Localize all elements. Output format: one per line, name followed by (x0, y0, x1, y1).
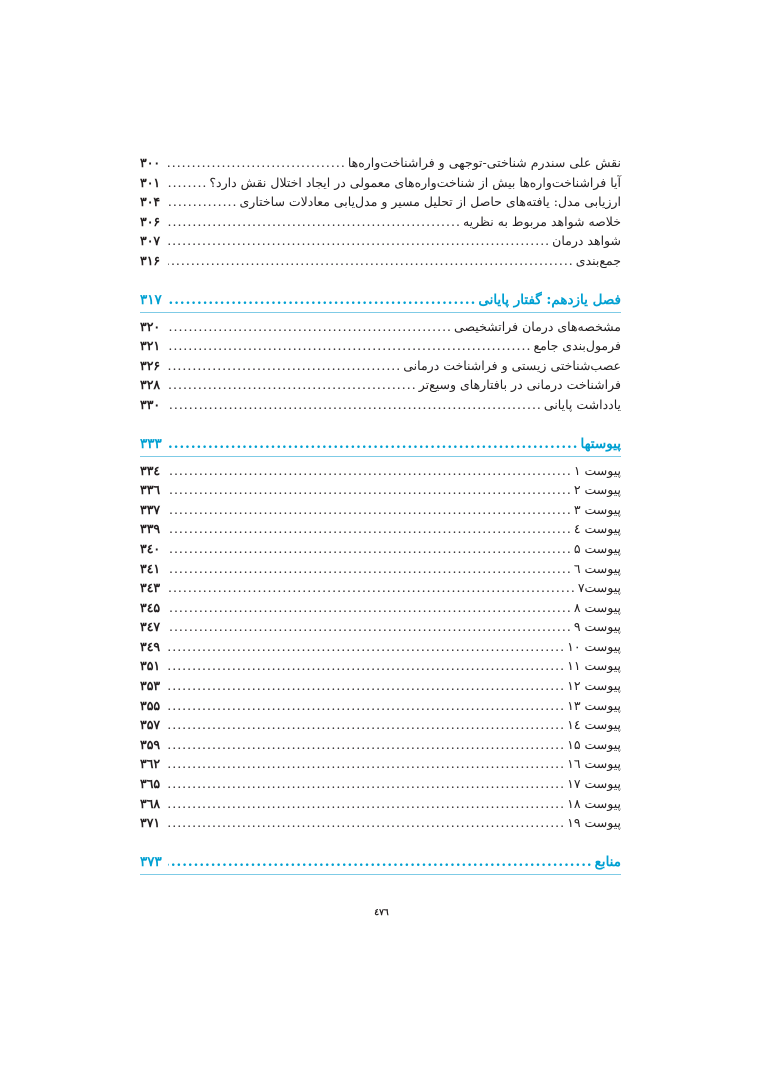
chapter-page-number: ۳۷۳ (140, 853, 162, 870)
toc-entry-title: پیوست ۵ (573, 540, 621, 556)
toc-entry[interactable] (140, 461, 621, 481)
toc-entry-page-number: ۳۰۱ (140, 174, 161, 190)
toc-entry-title: عصب‌شناختی زیستی و فراشناخت درمانی (403, 357, 621, 373)
toc-appendices-heading[interactable] (140, 432, 621, 456)
section-gap (140, 833, 621, 850)
dot-leader (168, 774, 565, 794)
dot-leader (168, 288, 476, 312)
dot-leader (168, 637, 565, 657)
chapter-page-number: ۳۱۷ (140, 291, 162, 308)
toc-section-chapter-10-tail (140, 153, 621, 271)
chapter-divider (140, 312, 621, 313)
toc-entry[interactable] (140, 231, 621, 251)
chapter-title: فصل یازدهم: گفتار پایانی (478, 291, 621, 308)
dot-leader (168, 617, 572, 637)
toc-entry-page-number: ۳٤۳ (140, 580, 161, 596)
toc-entry-title: پیوست ۱٦ (567, 756, 621, 772)
toc-entry-page-number: ۳۵۷ (140, 717, 161, 733)
toc-entry-page-number: ۳۳۷ (140, 501, 161, 517)
section-gap (140, 271, 621, 288)
toc-entry[interactable] (140, 336, 621, 356)
dot-leader (168, 715, 565, 735)
toc-entry-title: پیوست ۱۵ (567, 736, 621, 752)
toc-entry-page-number: ۳۷۱ (140, 815, 161, 831)
toc-entry[interactable] (140, 375, 621, 395)
toc-entry-page-number: ۳٦۲ (140, 756, 161, 772)
toc-entry-page-number: ۳۵۱ (140, 658, 161, 674)
toc-entry-title: پیوست۷ (577, 580, 621, 596)
toc-entry-page-number: ۳٤۵ (140, 599, 161, 615)
toc-entry[interactable] (140, 251, 621, 271)
toc-entry[interactable] (140, 356, 621, 376)
toc-entry[interactable] (140, 578, 621, 598)
toc-entry-page-number: ۳۲۰ (140, 318, 161, 334)
toc-entry[interactable] (140, 735, 621, 755)
chapter-title: منابع (594, 853, 621, 870)
toc-section-chapter-11 (140, 317, 621, 415)
toc-entry[interactable] (140, 598, 621, 618)
dot-leader (168, 356, 401, 376)
toc-entry[interactable] (140, 794, 621, 814)
toc-entry-page-number: ۳۳۰ (140, 396, 161, 412)
chapter-page-number: ۳۳۳ (140, 435, 162, 452)
toc-entry[interactable] (140, 519, 621, 539)
toc-entry[interactable] (140, 715, 621, 735)
dot-leader (168, 192, 238, 212)
toc-entry-page-number: ۳۲۸ (140, 377, 161, 393)
chapter-title: پیوستها (580, 435, 621, 452)
dot-leader (168, 231, 550, 251)
section-gap (140, 415, 621, 432)
toc-entry-page-number: ۳٦۵ (140, 776, 161, 792)
toc-entry-title: فرمول‌بندی جامع (533, 338, 621, 354)
dot-leader (168, 539, 572, 559)
toc-entry-page-number: ۳۳٦ (140, 482, 161, 498)
toc-entry[interactable] (140, 696, 621, 716)
dot-leader (168, 559, 572, 579)
dot-leader (168, 173, 207, 193)
toc-entry-page-number: ۳۳۹ (140, 521, 161, 537)
toc-entry-title: پیوست ۱۱ (567, 658, 621, 674)
toc-entry-title: خلاصه شواهد مربوط به نظریه (462, 213, 621, 229)
toc-entry-title: پیوست ۱۸ (567, 795, 621, 811)
dot-leader (168, 519, 572, 539)
toc-entry-title: فراشناخت درمانی در بافتارهای وسیع‌تر (418, 377, 621, 393)
dot-leader (168, 375, 417, 395)
toc-entry[interactable] (140, 173, 621, 193)
toc-entry-page-number: ۳۵۳ (140, 678, 161, 694)
toc-entry[interactable] (140, 153, 621, 173)
toc-entry[interactable] (140, 500, 621, 520)
dot-leader (168, 251, 574, 271)
table-of-contents (140, 153, 621, 879)
toc-references-heading[interactable] (140, 850, 621, 874)
toc-entry-page-number: ۳۰۶ (140, 213, 161, 229)
toc-entry-page-number: ۳٤۷ (140, 619, 161, 635)
toc-entry-page-number: ۳٤۹ (140, 638, 161, 654)
toc-entry-title: پیوست ۱۲ (567, 678, 621, 694)
toc-entry-title: ارزیابی مدل: یافته‌های حاصل از تحلیل مسیر و مدل‌یابی معادلات ساختاری (239, 194, 621, 210)
toc-entry-page-number: ۳۲۱ (140, 338, 161, 354)
toc-entry-page-number: ۳۱۶ (140, 252, 161, 268)
toc-section-appendices (140, 461, 621, 833)
dot-leader (168, 432, 578, 456)
toc-entry[interactable] (140, 813, 621, 833)
dot-leader (168, 317, 452, 337)
toc-entry[interactable] (140, 754, 621, 774)
dot-leader (168, 813, 565, 833)
toc-entry-title: نقش علی سندرم شناختی-توجهی و فراشناخت‌واره‌ها (347, 155, 621, 170)
dot-leader (168, 598, 572, 618)
page-number: ٤۷٦ (374, 908, 389, 918)
toc-entry-title: پیوست ۳ (573, 501, 621, 517)
toc-entry-title: پیوست ۱ (573, 462, 621, 478)
dot-leader (168, 395, 542, 415)
dot-leader (168, 578, 576, 598)
toc-entry-title: یادداشت پایانی (543, 396, 621, 412)
toc-entry[interactable] (140, 317, 621, 337)
toc-entry[interactable] (140, 395, 621, 415)
toc-entry-page-number: ۳۰۷ (140, 233, 161, 249)
toc-entry-title: پیوست ۸ (573, 599, 621, 615)
toc-entry-title: جمع‌بندی (575, 252, 621, 268)
toc-entry-title: پیوست ٤ (573, 521, 621, 537)
toc-entry-title: پیوست ۱٤ (567, 717, 621, 733)
dot-leader (168, 794, 565, 814)
dot-leader (168, 212, 461, 232)
dot-leader (168, 735, 565, 755)
dot-leader (168, 850, 593, 874)
dot-leader (168, 461, 572, 481)
toc-entry-page-number: ۳۵۵ (140, 697, 161, 713)
toc-entry-page-number: ۳۵۹ (140, 736, 161, 752)
dot-leader (168, 480, 572, 500)
toc-entry[interactable] (140, 676, 621, 696)
toc-entry-title: پیوست ۱۳ (567, 697, 621, 713)
toc-entry-page-number: ۳۰۰ (140, 155, 161, 170)
toc-entry-title: مشخصه‌های درمان فراتشخیصی (454, 318, 621, 334)
toc-entry[interactable] (140, 559, 621, 579)
toc-entry[interactable] (140, 480, 621, 500)
dot-leader (168, 676, 565, 696)
toc-entry-title: پیوست ۱۷ (567, 776, 621, 792)
toc-entry[interactable] (140, 539, 621, 559)
toc-entry-title: پیوست ۱۰ (567, 638, 621, 654)
toc-entry-page-number: ۳٤۱ (140, 560, 161, 576)
dot-leader (168, 336, 531, 356)
toc-chapter-11[interactable] (140, 288, 621, 312)
dot-leader (168, 153, 346, 173)
toc-entry[interactable] (140, 774, 621, 794)
toc-entry-title: پیوست ۹ (573, 619, 621, 635)
toc-entry[interactable] (140, 192, 621, 212)
toc-entry-title: شواهد درمان (552, 233, 621, 249)
toc-entry[interactable] (140, 656, 621, 676)
chapter-divider (140, 456, 621, 457)
chapter-divider (140, 874, 621, 875)
toc-entry-page-number: ۳۳٤ (140, 462, 161, 478)
dot-leader (168, 754, 565, 774)
toc-entry[interactable] (140, 212, 621, 232)
toc-entry-page-number: ۳٤۰ (140, 540, 161, 556)
dot-leader (168, 656, 565, 676)
dot-leader (168, 500, 572, 520)
toc-entry-page-number: ۳٦۸ (140, 795, 161, 811)
toc-entry-page-number: ۳۲۶ (140, 357, 161, 373)
toc-entry[interactable] (140, 617, 621, 637)
dot-leader (168, 696, 565, 716)
toc-entry-page-number: ۳۰۴ (140, 194, 161, 210)
toc-entry-title: پیوست ۲ (573, 482, 621, 498)
toc-entry[interactable] (140, 637, 621, 657)
toc-entry-title: آیا فراشناخت‌واره‌ها بیش از شناخت‌واره‌های معمولی در ایجاد اختلال نقش دارد؟ (209, 174, 621, 190)
toc-entry-title: پیوست ۱۹ (567, 815, 621, 831)
toc-entry-title: پیوست ٦ (573, 560, 621, 576)
